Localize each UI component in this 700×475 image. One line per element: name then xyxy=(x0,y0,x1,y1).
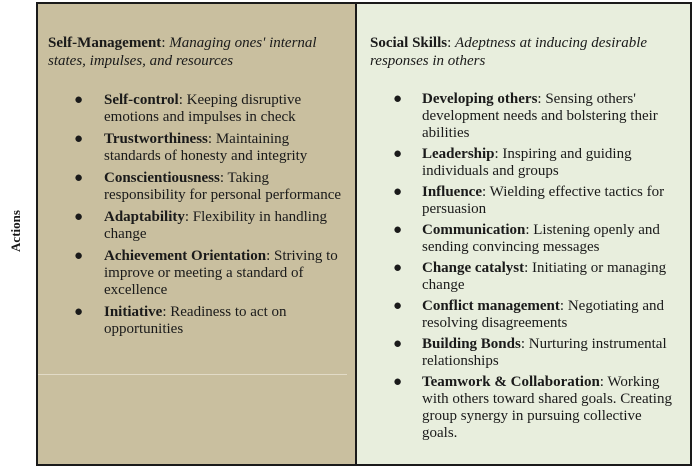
bullet-icon: ● xyxy=(74,304,84,320)
heading-description: Adeptness at inducing desirable responses in others xyxy=(370,35,648,69)
bullet-icon: ● xyxy=(74,248,84,264)
bullet-icon: ● xyxy=(74,131,84,147)
bullet-icon: ● xyxy=(393,222,403,238)
list-item xyxy=(370,336,680,370)
heading-term: Self-Management xyxy=(48,35,162,51)
item-description: : Listening openly and sending convincing messages xyxy=(422,222,660,255)
item-term: Conflict management xyxy=(422,298,560,314)
bullet-icon: ● xyxy=(393,91,403,107)
social-skills-heading xyxy=(370,34,680,70)
item-term: Self-control xyxy=(104,92,179,108)
list-item xyxy=(370,222,680,256)
bullet-icon: ● xyxy=(74,209,84,225)
item-term: Change catalyst xyxy=(422,260,525,276)
competency-grid xyxy=(36,2,692,466)
item-description: : Readiness to act on opportunities xyxy=(104,304,287,337)
item-term: Conscientiousness xyxy=(104,170,220,186)
bullet-icon: ● xyxy=(393,146,403,162)
bullet-icon: ● xyxy=(393,260,403,276)
item-description: : Working with others toward shared goals. Creating group synergy in pursuing collective goals. xyxy=(422,374,672,441)
item-description: : Inspiring and guiding individuals and groups xyxy=(422,146,632,179)
item-description: : Negotiating and resolving disagreements xyxy=(422,298,665,331)
item-term: Communication xyxy=(422,222,526,238)
item-description: : Maintaining standards of honesty and integrity xyxy=(104,131,308,164)
item-term: Initiative xyxy=(104,304,163,320)
heading-separator: : xyxy=(447,35,456,51)
heading-separator: : xyxy=(161,35,170,51)
list-item xyxy=(370,91,680,142)
self-management-heading xyxy=(48,34,343,70)
item-description: : Keeping disruptive emotions and impulses in check xyxy=(104,92,302,125)
item-term: Adaptability xyxy=(104,209,185,225)
item-term: Developing others xyxy=(422,91,538,107)
divider xyxy=(38,374,347,375)
social-skills-panel xyxy=(357,4,690,464)
item-term: Trustworthiness xyxy=(104,131,208,147)
item-description: : Taking responsibility for personal performance xyxy=(104,170,342,203)
bullet-icon: ● xyxy=(74,170,84,186)
item-term: Achievement Orientation xyxy=(104,248,267,264)
item-description: : Sensing others' development needs and bolstering their abilities xyxy=(422,91,658,141)
list-item xyxy=(370,146,680,180)
heading-term: Social Skills xyxy=(370,35,448,51)
list-item xyxy=(48,209,343,243)
row-label-actions: Actions xyxy=(8,210,23,252)
item-description: : Flexibility in handling change xyxy=(104,209,327,242)
heading-description: Managing ones' internal states, impulses, and resources xyxy=(48,35,317,69)
bullet-icon: ● xyxy=(393,184,403,200)
bullet-icon: ● xyxy=(393,336,403,352)
item-term: Leadership xyxy=(422,146,495,162)
list-item xyxy=(48,170,343,204)
bullet-icon: ● xyxy=(74,92,84,108)
list-item xyxy=(370,298,680,332)
social-skills-list xyxy=(370,91,680,442)
item-term: Teamwork & Collaboration xyxy=(422,374,600,390)
list-item xyxy=(48,248,343,299)
item-term: Influence xyxy=(422,184,482,200)
item-description: : Initiating or managing change xyxy=(422,260,667,293)
list-item xyxy=(48,304,343,338)
list-item xyxy=(370,260,680,294)
item-description: : Nurturing instrumental relationships xyxy=(422,336,667,369)
list-item xyxy=(370,184,680,218)
self-management-panel xyxy=(38,4,357,464)
item-description: : Wielding effective tactics for persuasion xyxy=(422,184,665,217)
item-term: Building Bonds xyxy=(422,336,521,352)
bullet-icon: ● xyxy=(393,374,403,390)
list-item xyxy=(370,374,680,442)
item-description: : Striving to improve or meeting a standard of excellence xyxy=(104,248,338,298)
self-management-list xyxy=(48,92,343,338)
list-item xyxy=(48,92,343,126)
bullet-icon: ● xyxy=(393,298,403,314)
list-item xyxy=(48,131,343,165)
